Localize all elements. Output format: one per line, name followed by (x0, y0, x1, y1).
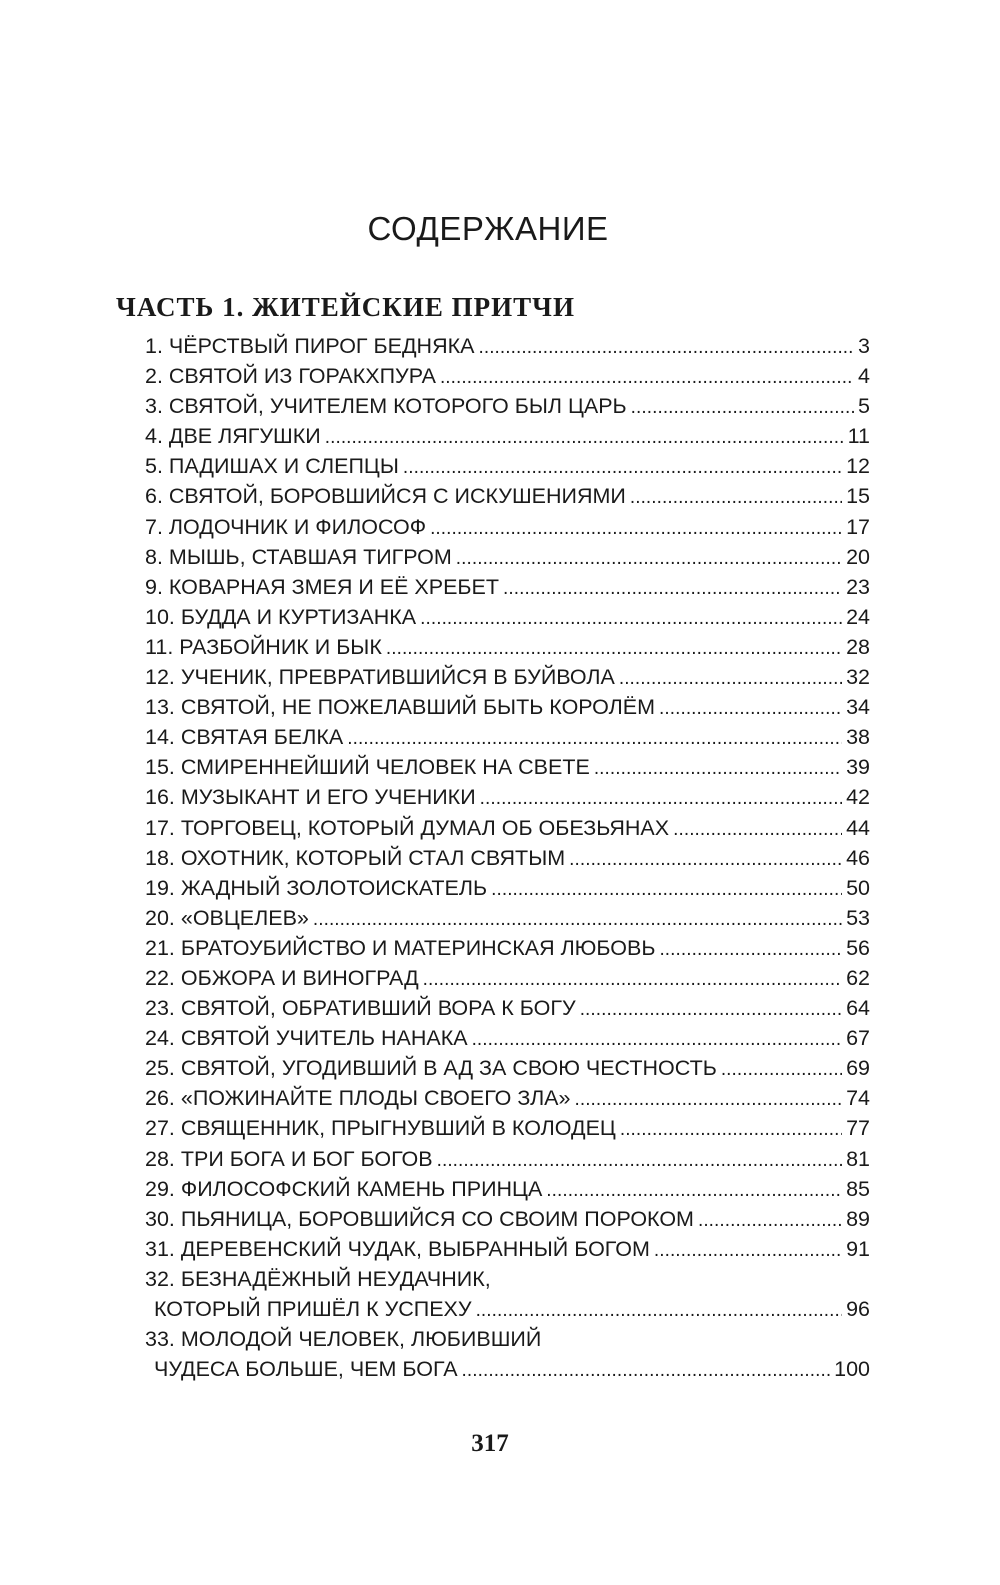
dot-leader (659, 692, 842, 724)
dot-leader (386, 632, 842, 664)
page-number: 317 (471, 1430, 509, 1457)
dot-leader (403, 451, 842, 483)
toc-entry-line (145, 1113, 870, 1143)
toc-entry-line (145, 481, 870, 511)
toc-entry-line (145, 933, 870, 963)
dot-leader (594, 752, 842, 784)
toc-entry (145, 1324, 870, 1384)
toc-entry (145, 512, 870, 542)
toc-entry-title: 6. СВЯТОЙ, БОРОВШИЙСЯ С ИСКУШЕНИЯМИ (145, 484, 626, 509)
toc-entry-page: 64 (846, 996, 870, 1021)
toc-entry (145, 1234, 870, 1264)
toc-entry-line (145, 391, 870, 421)
toc-entry (145, 361, 870, 391)
toc-entry-page: 24 (846, 604, 870, 629)
toc-entry-page: 81 (846, 1146, 870, 1171)
toc-entry (145, 993, 870, 1023)
part-heading: ЧАСТЬ 1. ЖИТЕЙСКИЕ ПРИТЧИ (116, 292, 575, 322)
dot-leader (546, 1174, 842, 1206)
dot-leader (347, 722, 842, 754)
toc-entry-title: 5. ПАДИШАХ И СЛЕПЦЫ (145, 454, 399, 479)
toc-entry-line (145, 752, 870, 782)
toc-entry-page: 89 (846, 1206, 870, 1231)
toc-entry-page: 12 (846, 454, 870, 479)
toc-entry-title: 23. СВЯТОЙ, ОБРАТИВШИЙ ВОРА К БОГУ (145, 996, 576, 1021)
toc-entry-title: 22. ОБЖОРА И ВИНОГРАД (145, 965, 419, 990)
toc-entry-page: 67 (846, 1026, 870, 1051)
dot-leader (440, 361, 854, 393)
toc-entry-page: 42 (846, 785, 870, 810)
toc-entry-line (145, 692, 870, 722)
toc-entry (145, 692, 870, 722)
toc-entry-line (145, 1234, 870, 1264)
toc-entry (145, 662, 870, 692)
toc-entry (145, 542, 870, 572)
dot-leader (569, 843, 842, 875)
toc-entry-page: 69 (846, 1056, 870, 1081)
toc-entry-line (145, 963, 870, 993)
toc-entry-line (145, 1324, 870, 1354)
dot-leader (620, 1113, 842, 1145)
toc-entry (145, 1023, 870, 1053)
toc-entry-title: 19. ЖАДНЫЙ ЗОЛОТОИСКАТЕЛЬ (145, 875, 488, 900)
toc-entry (145, 873, 870, 903)
toc-entry (145, 1264, 870, 1324)
toc-entry (145, 451, 870, 481)
toc-entry-title: 1. ЧЁРСТВЫЙ ПИРОГ БЕДНЯКА (145, 334, 475, 358)
toc-entry (145, 752, 870, 782)
toc-entry (145, 602, 870, 632)
toc-entry-page: 46 (846, 845, 870, 870)
dot-leader (630, 481, 842, 513)
toc-entry-title: 15. СМИРЕННЕЙШИЙ ЧЕЛОВЕК НА СВЕТЕ (145, 755, 590, 780)
toc-entry-title: 14. СВЯТАЯ БЕЛКА (145, 725, 344, 750)
toc-entry-page: 38 (846, 725, 870, 750)
toc-entry-page: 56 (846, 935, 870, 960)
dot-leader (580, 993, 842, 1025)
toc-entry-title: ЧУДЕСА БОЛЬШЕ, ЧЕМ БОГА (154, 1357, 458, 1382)
toc-entry-line (145, 512, 870, 542)
toc-entry (145, 421, 870, 451)
toc-entry-page: 11 (847, 424, 870, 449)
toc-entry (145, 782, 870, 812)
toc-entry (145, 1053, 870, 1083)
toc-entry-page: 5 (858, 394, 870, 419)
toc-entry-line (145, 722, 870, 752)
toc-entry-page: 32 (846, 665, 870, 690)
toc-entry-page: 3 (858, 334, 870, 358)
toc-entry (145, 933, 870, 963)
toc-entry-title: 33. МОЛОДОЙ ЧЕЛОВЕК, ЛЮБИВШИЙ (145, 1327, 542, 1352)
toc-entry (145, 903, 870, 933)
toc-entry-page: 34 (846, 695, 870, 720)
dot-leader (478, 331, 854, 363)
toc-entry-line (145, 782, 870, 812)
toc-entry-line (145, 1174, 870, 1204)
dot-leader (480, 782, 842, 814)
toc-entry (145, 1144, 870, 1174)
dot-leader (673, 813, 842, 845)
toc-entry-page: 28 (846, 634, 870, 659)
toc-entry-line (145, 1053, 870, 1083)
toc-entry-line (145, 993, 870, 1023)
toc-entry-page: 4 (858, 364, 870, 389)
toc-entry-title: 3. СВЯТОЙ, УЧИТЕЛЕМ КОТОРОГО БЫЛ ЦАРЬ (145, 394, 627, 419)
toc-entry-page: 96 (846, 1297, 870, 1321)
toc-entry (145, 1113, 870, 1143)
toc-entry-page: 39 (846, 755, 870, 780)
toc-entry-title: 21. БРАТОУБИЙСТВО И МАТЕРИНСКАЯ ЛЮБОВЬ (145, 935, 656, 960)
toc-entry-title: 9. КОВАРНАЯ ЗМЕЯ И ЕЁ ХРЕБЕТ (145, 574, 500, 599)
toc-entry-title: 10. БУДДА И КУРТИЗАНКА (145, 604, 417, 629)
toc-entry (145, 1204, 870, 1234)
toc-entry-page: 77 (846, 1116, 870, 1141)
toc-entry-title: 18. ОХОТНИК, КОТОРЫЙ СТАЛ СВЯТЫМ (145, 845, 566, 870)
toc-entry-page: 44 (846, 815, 870, 840)
dot-leader (423, 963, 842, 995)
toc-entry-title: 24. СВЯТОЙ УЧИТЕЛЬ НАНАКА (145, 1026, 468, 1051)
toc-entry-page: 50 (846, 875, 870, 900)
dot-leader (619, 662, 842, 694)
dot-leader (574, 1083, 842, 1115)
toc-entry-page: 91 (846, 1236, 870, 1261)
dot-leader (313, 903, 842, 935)
toc-entry-line (145, 1144, 870, 1174)
toc-entry (145, 843, 870, 873)
toc-entry-line (145, 903, 870, 933)
dot-leader (503, 572, 842, 604)
toc-entry-title: 30. ПЬЯНИЦА, БОРОВШИЙСЯ СО СВОИМ ПОРОКОМ (145, 1206, 694, 1231)
toc-entry-title: 13. СВЯТОЙ, НЕ ПОЖЕЛАВШИЙ БЫТЬ КОРОЛЁМ (145, 695, 656, 720)
toc-entry-line (145, 632, 870, 662)
dot-leader (659, 933, 842, 965)
toc-entry-title: 4. ДВЕ ЛЯГУШКИ (145, 424, 321, 449)
toc-entry-page: 74 (846, 1086, 870, 1111)
toc-entry-title: КОТОРЫЙ ПРИШЁЛ К УСПЕХУ (154, 1297, 472, 1321)
dot-leader (631, 391, 854, 423)
toc-entry-line (145, 421, 870, 451)
toc-entry-title: 26. «ПОЖИНАЙТЕ ПЛОДЫ СВОЕГО ЗЛА» (145, 1086, 571, 1111)
toc-entry-title: 16. МУЗЫКАНТ И ЕГО УЧЕНИКИ (145, 785, 476, 810)
dot-leader (430, 512, 842, 544)
toc-entry-title: 17. ТОРГОВЕЦ, КОТОРЫЙ ДУМАЛ ОБ ОБЕЗЬЯНАХ (145, 815, 670, 840)
toc-entry-title: 25. СВЯТОЙ, УГОДИВШИЙ В АД ЗА СВОЮ ЧЕСТНОСТЬ (145, 1056, 717, 1081)
toc-entry-title: 2. СВЯТОЙ ИЗ ГОРАКХПУРА (145, 364, 436, 389)
toc-entry-page: 85 (846, 1176, 870, 1201)
toc-entry-title: 20. «ОВЦЕЛЕВ» (145, 905, 309, 930)
toc-entry-line (145, 451, 870, 481)
dot-leader (654, 1234, 842, 1266)
toc-entry (145, 481, 870, 511)
toc-entry (145, 963, 870, 993)
toc-entry (145, 391, 870, 421)
toc-entry-line (145, 331, 870, 361)
toc-entry-title: 8. МЫШЬ, СТАВШАЯ ТИГРОМ (145, 544, 452, 569)
toc-entry (145, 632, 870, 662)
page-title: СОДЕРЖАНИЕ (367, 210, 609, 247)
dot-leader (462, 1354, 831, 1386)
toc-entry (145, 722, 870, 752)
toc-entry (145, 1083, 870, 1113)
toc-entry-title: 11. РАЗБОЙНИК И БЫК (145, 634, 382, 659)
dot-leader (476, 1294, 843, 1326)
dot-leader (325, 421, 844, 453)
toc-entry-line (145, 843, 870, 873)
toc-entry-line (145, 1264, 870, 1294)
toc-entry-page: 53 (846, 905, 870, 930)
dot-leader (721, 1053, 842, 1085)
dot-leader (472, 1023, 843, 1055)
toc-entry-line (145, 662, 870, 692)
toc-entry-page: 23 (846, 574, 870, 599)
toc-entry (145, 813, 870, 843)
toc-entry-line (145, 1204, 870, 1234)
dot-leader (698, 1204, 842, 1236)
toc-entry-page: 17 (846, 514, 870, 539)
toc-entry-page: 62 (846, 965, 870, 990)
dot-leader (456, 542, 842, 574)
toc-entry-page: 15 (846, 484, 870, 509)
toc-entry-title: 7. ЛОДОЧНИК И ФИЛОСОФ (145, 514, 427, 539)
toc-entry-page: 20 (846, 544, 870, 569)
toc-entry-title: 28. ТРИ БОГА И БОГ БОГОВ (145, 1146, 433, 1171)
toc-entry-line (145, 1023, 870, 1053)
toc-entry-title: 12. УЧЕНИК, ПРЕВРАТИВШИЙСЯ В БУЙВОЛА (145, 665, 615, 690)
dot-leader (437, 1144, 842, 1176)
toc-entry-line (145, 361, 870, 391)
toc-entry-line (145, 1294, 870, 1324)
dot-leader (491, 873, 842, 905)
toc-entry-line (145, 873, 870, 903)
toc-entry-line (145, 572, 870, 602)
toc-entry-line (145, 1354, 870, 1384)
toc-entry-line (145, 542, 870, 572)
dot-leader (420, 602, 842, 634)
toc-entry (145, 572, 870, 602)
toc-entry (145, 1174, 870, 1204)
toc-entry-line (145, 602, 870, 632)
toc-entry-page: 100 (834, 1357, 870, 1382)
toc-entry (145, 331, 870, 361)
toc-list (145, 331, 870, 1384)
toc-entry-title: 31. ДЕРЕВЕНСКИЙ ЧУДАК, ВЫБРАННЫЙ БОГОМ (145, 1236, 650, 1261)
toc-entry-line (145, 813, 870, 843)
toc-entry-line (145, 1083, 870, 1113)
toc-entry-title: 32. БЕЗНАДЁЖНЫЙ НЕУДАЧНИК, (145, 1266, 491, 1291)
toc-entry-title: 29. ФИЛОСОФСКИЙ КАМЕНЬ ПРИНЦА (145, 1176, 543, 1201)
toc-entry-title: 27. СВЯЩЕННИК, ПРЫГНУВШИЙ В КОЛОДЕЦ (145, 1116, 616, 1141)
